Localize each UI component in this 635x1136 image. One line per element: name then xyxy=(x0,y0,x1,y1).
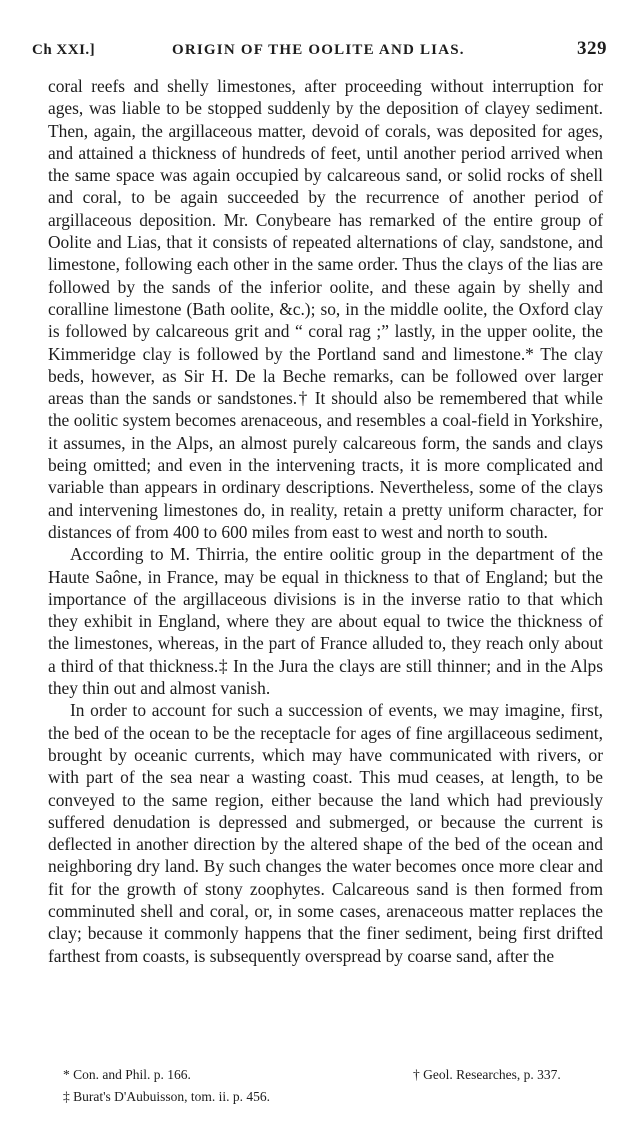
chapter-reference: Ch XXI.] xyxy=(32,42,96,58)
body-text xyxy=(48,75,603,967)
footnotes xyxy=(48,1064,603,1108)
running-header xyxy=(32,38,607,64)
paragraph-thirria: According to M. Thirria, the entire oolitic group in the department of the Haute Saône, in France, may be equal in thickness to that of England; but the importance of the argillaceous divisions is in the inverse ratio to that which they exhibit in England, where they are about equal to twice the thickness of the limestones, whereas, in the part of France alluded to, they reach only about a third of that thickness.‡ In the Jura the clays are still thinner; and in the Alps they thin out and almost vanish. xyxy=(48,544,603,699)
running-title: ORIGIN OF THE OOLITE AND LIAS. xyxy=(172,42,465,58)
footnote-dagger: † Geol. Researches, p. 337. xyxy=(413,1067,561,1082)
paragraph-continued: coral reefs and shelly limestones, after proceeding without interruption for ages, was liable to be stopped suddenly by the deposition of clayey sediment. Then, again, the argillaceous matter, devoid of corals, was deposited for ages, and attained a thickness of hundreds of feet, until another period arrived when the same space was again occupied by calcareous sand, or solid rocks of shell and coral, to be again succeeded by the recurrence of another period of argillaceous deposition. Mr. Conybeare has remarked of the entire group of Oolite and Lias, that it consists of repeated alternations of clay, sandstone, and limestone, following each other in the same order. Thus the clays of the lias are followed by the sands of the inferior oolite, and these again by shelly and coralline limestone (Bath oolite, &c.); so, in the middle oolite, the Oxford clay is followed by calcareous grit and “ coral rag ;” lastly, in the upper oolite, the Kimmeridge clay is followed by the Portland sand and limestone.* The clay beds, however, as Sir H. De la Beche remarks, can be followed over larger areas than the sands or sandstones.† It should also be remembered that while the oolitic system becomes arenaceous, and resembles a coal-field in Yorkshire, it assumes, in the Alps, an almost purely calcareous form, the sands and clays being omitted; and even in the intervening tracts, it is more complicated and variable than appears in ordinary descriptions. Nevertheless, some of the clays and intervening limestones do, in reality, retain a pretty uniform character, for distances of from 400 to 600 miles from east to west and north to south. xyxy=(48,76,603,542)
footnote-double-dagger: ‡ Burat's D'Aubuisson, tom. ii. p. 456. xyxy=(63,1089,270,1104)
footnote-star: * Con. and Phil. p. 166. xyxy=(63,1067,191,1082)
page-number: 329 xyxy=(577,38,607,59)
paragraph-succession: In order to account for such a succession of events, we may imagine, first, the bed of the ocean to be the receptacle for ages of fine argillaceous sediment, brought by oceanic currents, which may have communicated with rivers, or with part of the sea near a wasting coast. This mud ceases, at length, to be conveyed to the same region, either because the land which had previously suffered denudation is depressed and submerged, or because the current is deflected in another direction by the altered shape of the bed of the ocean and neighboring dry land. By such changes the water becomes once more clear and fit for the growth of stony zoophytes. Calcareous sand is then formed from comminuted shell and coral, or, in some cases, arenaceous matter replaces the clay; because it commonly happens that the finer sediment, being first drifted farthest from coasts, is subsequently overspread by coarse sand, after the xyxy=(48,700,603,966)
